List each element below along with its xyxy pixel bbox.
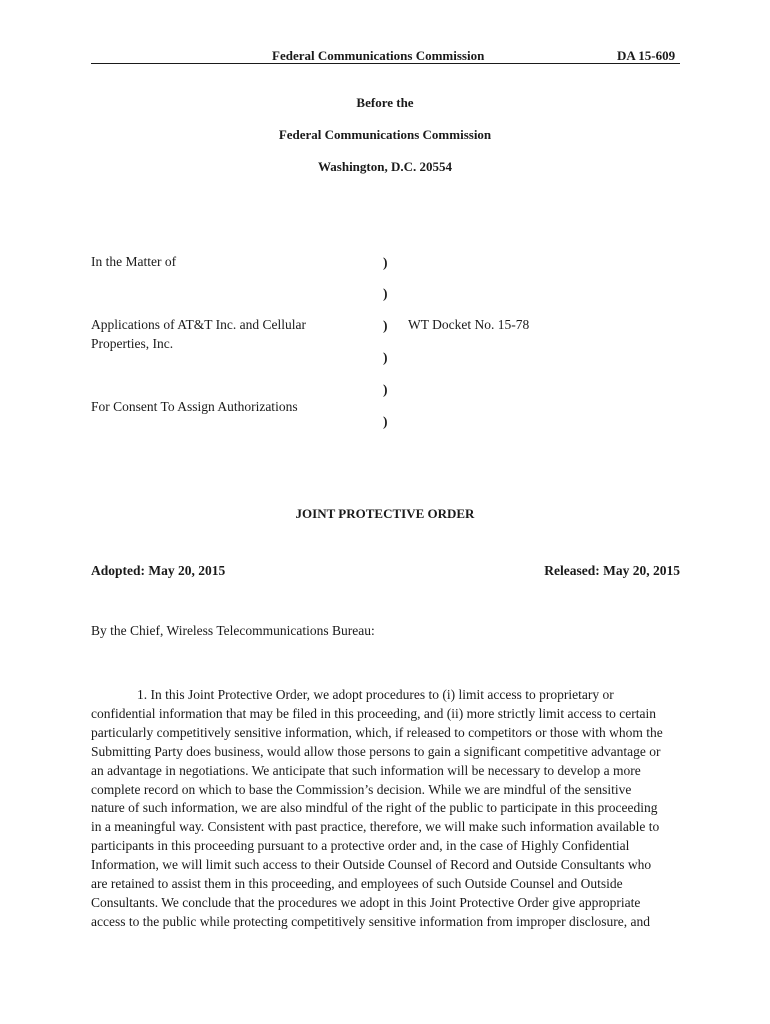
paragraph-line: complete record on which to base the Commission’s decision. While we are mindful of the sensitive xyxy=(91,781,632,797)
caption-paren: ) xyxy=(383,350,388,365)
order-title: JOINT PROTECTIVE ORDER xyxy=(295,506,475,521)
paragraph-line: Information, we will limit such access to their Outside Counsel of Record and Outside Consultants who xyxy=(91,857,652,873)
docket-number: WT Docket No. 15-78 xyxy=(408,317,530,332)
in-the-matter-label: In the Matter of xyxy=(91,254,177,269)
paragraph-line: nature of such information, we are also mindful of the right of the public to participate in this proceeding xyxy=(91,800,658,816)
paragraph-1 xyxy=(91,686,681,932)
caption-before-the: Before the xyxy=(356,95,414,110)
caption-paren: ) xyxy=(383,382,388,397)
header-rule xyxy=(91,63,680,64)
paragraph-line: particularly competitively sensitive information, which, if released to competitors or those with whom the xyxy=(91,724,663,740)
paragraph-line: an advantage in negotiations. We anticipate that such information will be necessary to develop a more xyxy=(91,762,641,778)
caption-paren: ) xyxy=(383,318,388,333)
header-agency: Federal Communications Commission xyxy=(272,48,485,63)
paragraph-line: access to the public while protecting competitively sensitive information from improper disclosure, and xyxy=(91,913,650,929)
adopted-date: Adopted: May 20, 2015 xyxy=(91,563,226,578)
paragraph-line: Submitting Party does business, would allow those persons to gain a significant competitive advantage or xyxy=(91,743,661,759)
consent-line: For Consent To Assign Authorizations xyxy=(91,399,298,414)
caption-agency: Federal Communications Commission xyxy=(278,127,492,142)
header-doc-number: DA 15-609 xyxy=(617,48,676,63)
paragraph-line: 1. In this Joint Protective Order, we adopt procedures to (i) limit access to proprietary or xyxy=(137,687,614,702)
applicant-line-2: Properties, Inc. xyxy=(91,336,174,351)
paragraph-line: confidential information that may be filed in this proceeding, and (ii) more strictly limit access to certain xyxy=(91,705,656,721)
paragraph-line: Consultants. We conclude that the procedures we adopt in this Joint Protective Order give appropriate xyxy=(91,894,641,910)
applicant-line-1: Applications of AT&T Inc. and Cellular xyxy=(91,317,306,332)
caption-paren: ) xyxy=(383,414,388,429)
paragraph-line: are retained to assist them in this proceeding, and employees of such Outside Counsel and Outside xyxy=(91,876,623,892)
caption-paren: ) xyxy=(383,255,388,270)
caption-location: Washington, D.C. 20554 xyxy=(318,159,452,174)
by-line: By the Chief, Wireless Telecommunications Bureau: xyxy=(91,623,375,638)
released-date: Released: May 20, 2015 xyxy=(544,563,680,578)
paragraph-line: participants in this proceeding pursuant to a protective order and, in the case of Highly Confidential xyxy=(91,838,630,854)
paragraph-line: in a meaningful way. Consistent with past practice, therefore, we will make such information available to xyxy=(91,819,660,835)
caption-paren: ) xyxy=(383,286,388,301)
